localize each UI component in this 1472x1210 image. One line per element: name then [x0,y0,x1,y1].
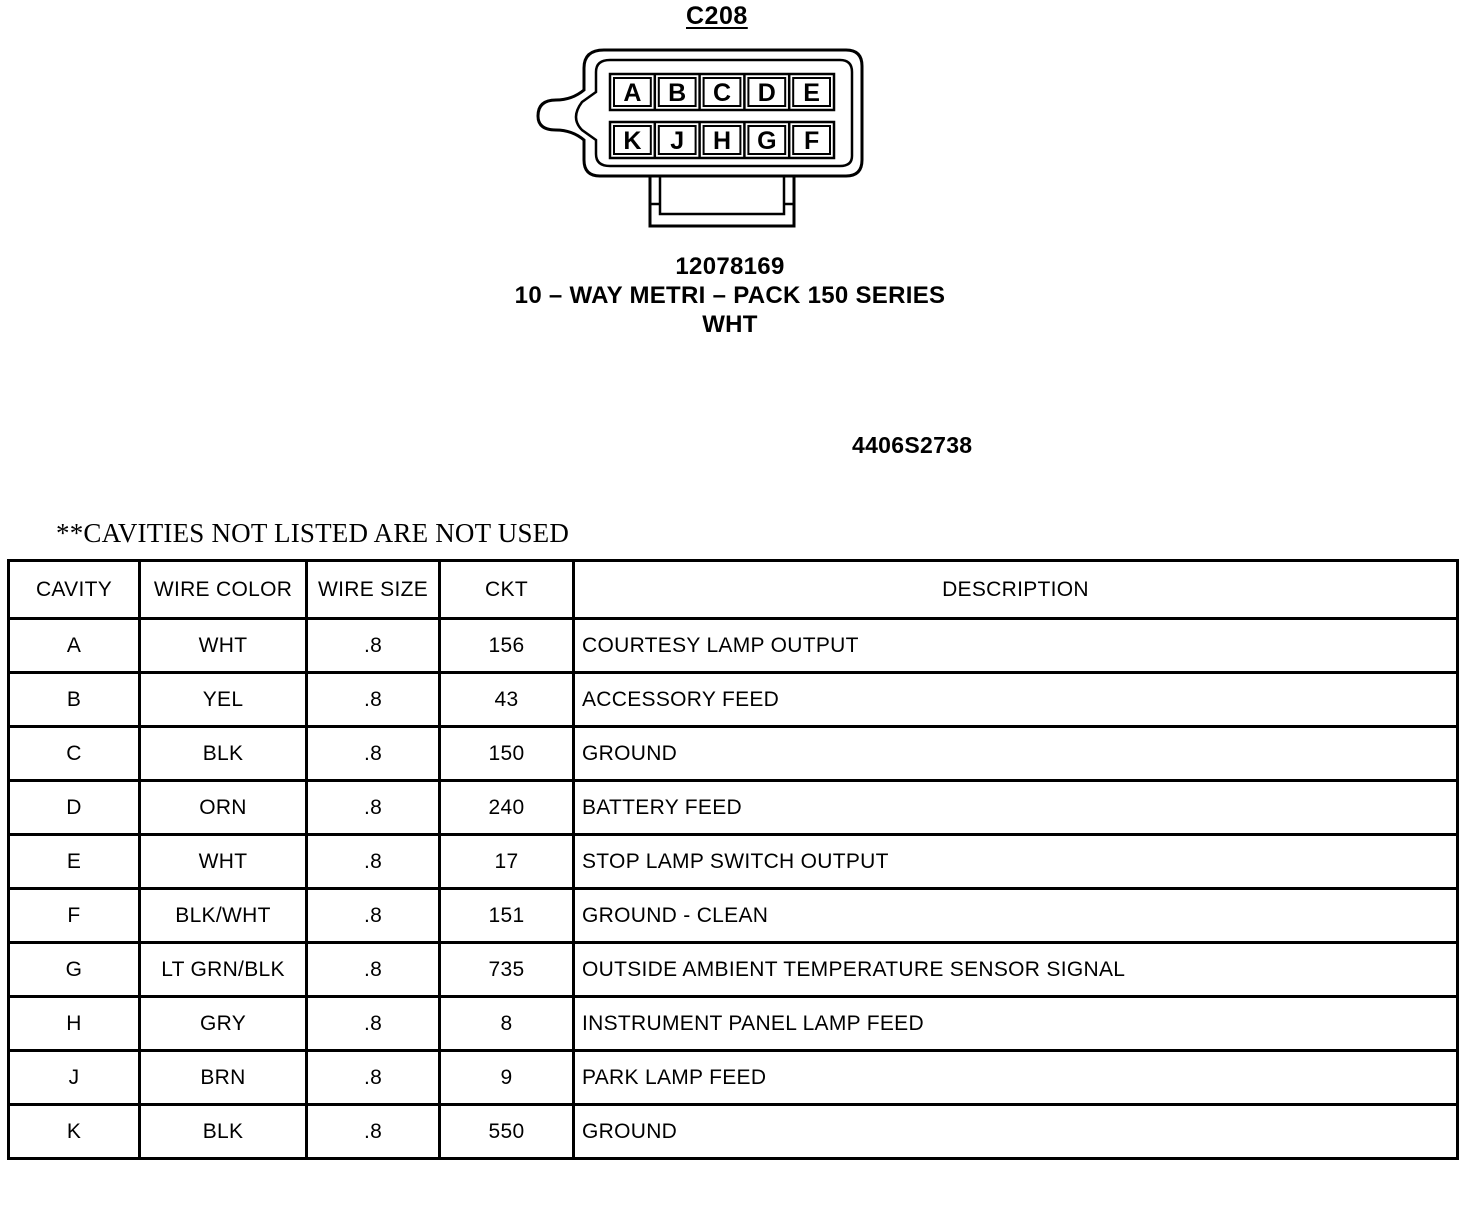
table-row [9,1105,1458,1159]
cell-ckt: 8 [440,997,574,1051]
cell-wire-size: .8 [307,1051,440,1105]
table-row [9,781,1458,835]
cell-cavity: B [9,673,140,727]
cell-ckt: 156 [440,619,574,673]
table-row [9,727,1458,781]
cell-wire-size: .8 [307,781,440,835]
cell-ckt: 150 [440,727,574,781]
cavity-label: F [803,127,820,155]
cell-cavity: G [9,943,140,997]
connector-type: 10 – WAY METRI – PACK 150 SERIES [514,282,946,309]
cell-cavity: F [9,889,140,943]
cell-ckt: 43 [440,673,574,727]
cell-description: GROUND [574,727,1458,781]
cavity-label: G [757,127,777,155]
cell-cavity: E [9,835,140,889]
cavity-label: J [670,127,685,155]
cavity-label: A [623,79,642,107]
table-row [9,943,1458,997]
cell-wire-color: LT GRN/BLK [140,943,307,997]
cell-wire-color: WHT [140,835,307,889]
header-wire-color: WIRE COLOR [140,561,307,619]
cell-wire-color: WHT [140,619,307,673]
cell-wire-size: .8 [307,1105,440,1159]
cell-wire-color: GRY [140,997,307,1051]
table-row [9,835,1458,889]
pinout-table [7,559,1459,1160]
cell-wire-color: BRN [140,1051,307,1105]
figure-code: 4406S2738 [852,432,973,458]
cell-cavity: A [9,619,140,673]
connector-title: C208 [686,2,748,30]
cavity-label: E [803,79,820,107]
header-wire-size: WIRE SIZE [307,561,440,619]
header-description: DESCRIPTION [574,561,1458,619]
table-row [9,997,1458,1051]
connector-lock-tab-inner [660,176,784,214]
cavity-label: H [712,127,732,155]
cavity-label: B [668,79,687,107]
cell-ckt: 240 [440,781,574,835]
cell-ckt: 9 [440,1051,574,1105]
cell-ckt: 151 [440,889,574,943]
cell-wire-size: .8 [307,835,440,889]
connector-color: WHT [702,311,758,338]
cell-cavity: C [9,727,140,781]
cell-description: COURTESY LAMP OUTPUT [574,619,1458,673]
table-header-row [9,561,1458,619]
connector-info [450,252,1010,339]
header-ckt: CKT [440,561,574,619]
cell-description: GROUND [574,1105,1458,1159]
cell-description: OUTSIDE AMBIENT TEMPERATURE SENSOR SIGNAL [574,943,1458,997]
cell-wire-size: .8 [307,619,440,673]
cell-cavity: D [9,781,140,835]
cavity-label: C [712,79,732,107]
cell-ckt: 17 [440,835,574,889]
cell-description: INSTRUMENT PANEL LAMP FEED [574,997,1458,1051]
cell-cavity: K [9,1105,140,1159]
header-cavity: CAVITY [9,561,140,619]
cell-wire-size: .8 [307,943,440,997]
cell-description: GROUND - CLEAN [574,889,1458,943]
cell-wire-size: .8 [307,727,440,781]
cell-description: BATTERY FEED [574,781,1458,835]
table-row [9,673,1458,727]
cell-description: ACCESSORY FEED [574,673,1458,727]
cell-description: STOP LAMP SWITCH OUTPUT [574,835,1458,889]
cavity-label: K [623,127,642,155]
connector-part-number: 12078169 [675,253,785,280]
table-row [9,619,1458,673]
cell-description: PARK LAMP FEED [574,1051,1458,1105]
cell-wire-color: ORN [140,781,307,835]
table-row [9,889,1458,943]
cell-cavity: H [9,997,140,1051]
cell-wire-size: .8 [307,673,440,727]
cell-ckt: 550 [440,1105,574,1159]
cell-wire-color: BLK/WHT [140,889,307,943]
cell-wire-size: .8 [307,997,440,1051]
cell-wire-color: BLK [140,727,307,781]
cell-cavity: J [9,1051,140,1105]
connector-face-diagram [530,44,870,240]
cell-wire-color: BLK [140,1105,307,1159]
table-row [9,1051,1458,1105]
cell-ckt: 735 [440,943,574,997]
cell-wire-color: YEL [140,673,307,727]
cell-wire-size: .8 [307,889,440,943]
unused-cavities-note: **CAVITIES NOT LISTED ARE NOT USED [56,518,570,548]
cavity-label: D [757,79,776,107]
connector-lock-tab [650,176,794,226]
